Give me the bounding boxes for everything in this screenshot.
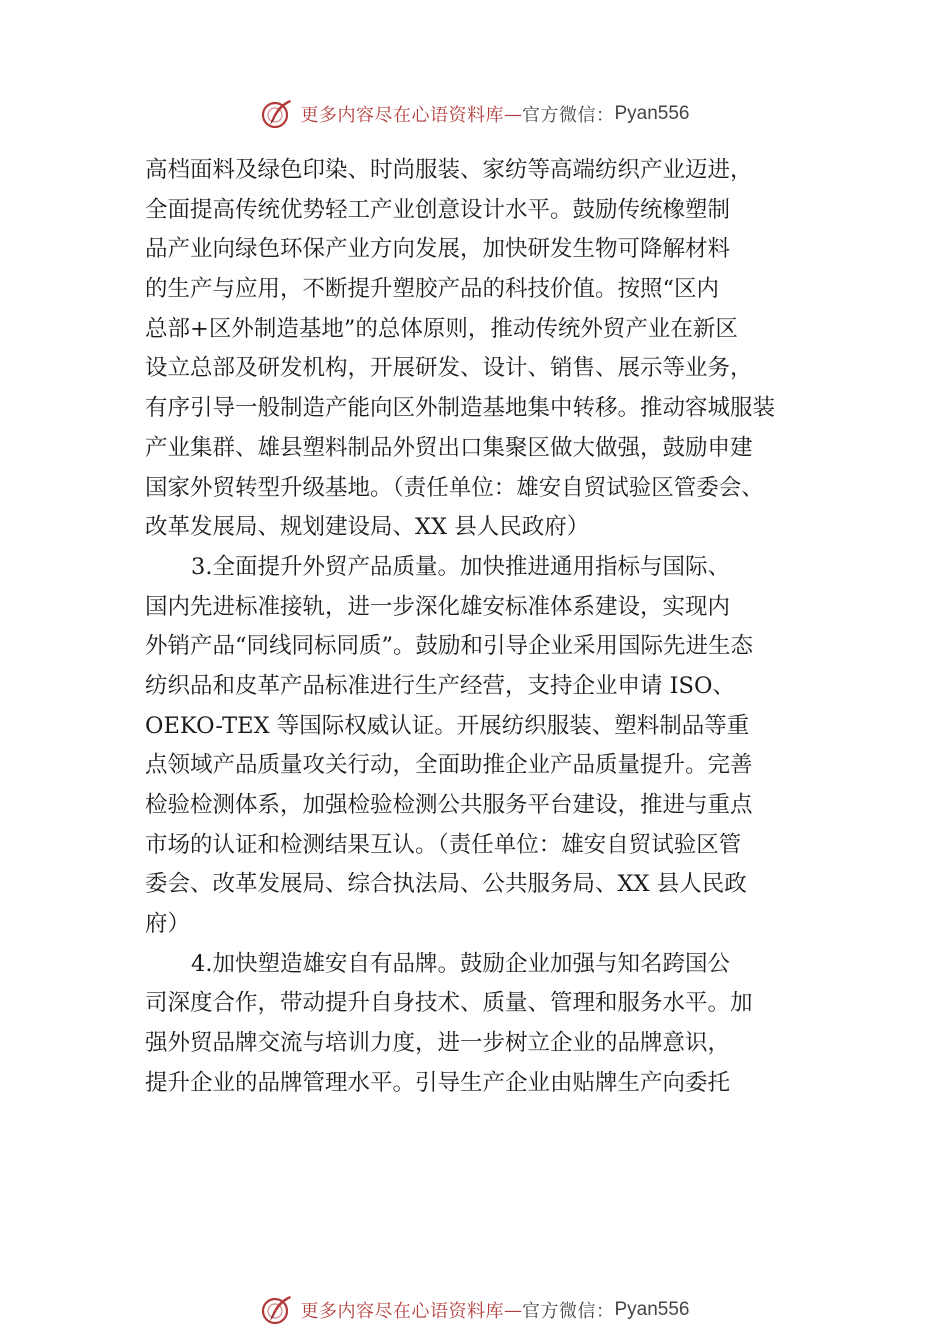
watermark-separator: — — [503, 1299, 522, 1321]
watermark-official-label: 官方微信： — [521, 1301, 615, 1322]
body-line: 市场的认证和检测结果互认。（责任单位：雄安自贸试验区管 — [145, 831, 742, 858]
body-line: 总部+区外制造基地”的总体原则，推动传统外贸产业在新区 — [145, 315, 738, 342]
body-line: 检验检测体系，加强检验检测公共服务平台建设，推进与重点 — [145, 792, 753, 818]
body-line: 的生产与应用，不断提升塑胶产品的科技价值。按照“区内 — [145, 276, 720, 303]
watermark-brand-text: 更多内容尽在心语资料库 — [300, 1301, 504, 1322]
quill-logo-icon — [260, 1293, 294, 1327]
body-line: 全面提高传统优势轻工产业创意设计水平。鼓励传统橡塑制 — [145, 196, 731, 223]
watermark-wechat-id: Pyan556 — [614, 1299, 690, 1320]
body-line: 府） — [145, 911, 191, 938]
item-4-heading-line: 4.加快塑造雄安自有品牌。鼓励企业加强与知名跨国公 — [191, 950, 730, 977]
body-line: 有序引导一般制造产能向区外制造基地集中转移。推动容城服装 — [145, 395, 776, 422]
header-watermark — [0, 94, 950, 134]
body-line: 外销产品“同线同标同质”。鼓励和引导企业采用国际先进生态 — [145, 633, 754, 660]
watermark-separator: — — [503, 103, 522, 125]
body-line: 强外贸品牌交流与培训力度，进一步树立企业的品牌意识， — [145, 1030, 731, 1057]
body-line: 司深度合作，带动提升自身技术、质量、管理和服务水平。加 — [145, 990, 753, 1017]
body-line: 品产业向绿色环保产业方向发展，加快研发生物可降解材料 — [145, 236, 731, 263]
document-body — [145, 151, 835, 1104]
body-line: 设立总部及研发机构，开展研发、设计、销售、展示等业务， — [145, 355, 753, 382]
quill-logo-icon — [260, 97, 294, 131]
body-line: 提升企业的品牌管理水平。引导生产企业由贴牌生产向委托 — [145, 1069, 731, 1096]
body-line: 产业集群、雄县塑料制品外贸出口集聚区做大做强，鼓励申建 — [145, 434, 753, 461]
watermark-wechat-id: Pyan556 — [614, 103, 690, 124]
body-line: 点领域产品质量攻关行动，全面助推企业产品质量提升。完善 — [145, 752, 753, 779]
watermark-official-label: 官方微信： — [521, 105, 615, 126]
item-3-heading-line: 3.全面提升外贸产品质量。加快推进通用指标与国际、 — [191, 553, 730, 580]
body-line: 国家外贸转型升级基地。（责任单位：雄安自贸试验区管委会、 — [145, 474, 764, 501]
body-line: 改革发展局、规划建设局、XX 县人民政府） — [145, 514, 590, 541]
body-line: 委会、改革发展局、综合执法局、公共服务局、XX 县人民政 — [145, 871, 747, 898]
body-line: OEKO-TEX 等国际权威认证。开展纺织服装、塑料制品等重 — [145, 712, 750, 739]
body-line: 国内先进标准接轨，进一步深化雄安标准体系建设，实现内 — [145, 593, 731, 620]
body-line: 高档面料及绿色印染、时尚服装、家纺等高端纺织产业迈进， — [145, 157, 753, 183]
body-line: 纺织品和皮革产品标准进行生产经营，支持企业申请 ISO、 — [145, 672, 735, 699]
watermark-brand-text: 更多内容尽在心语资料库 — [300, 105, 504, 126]
footer-watermark — [0, 1290, 950, 1330]
